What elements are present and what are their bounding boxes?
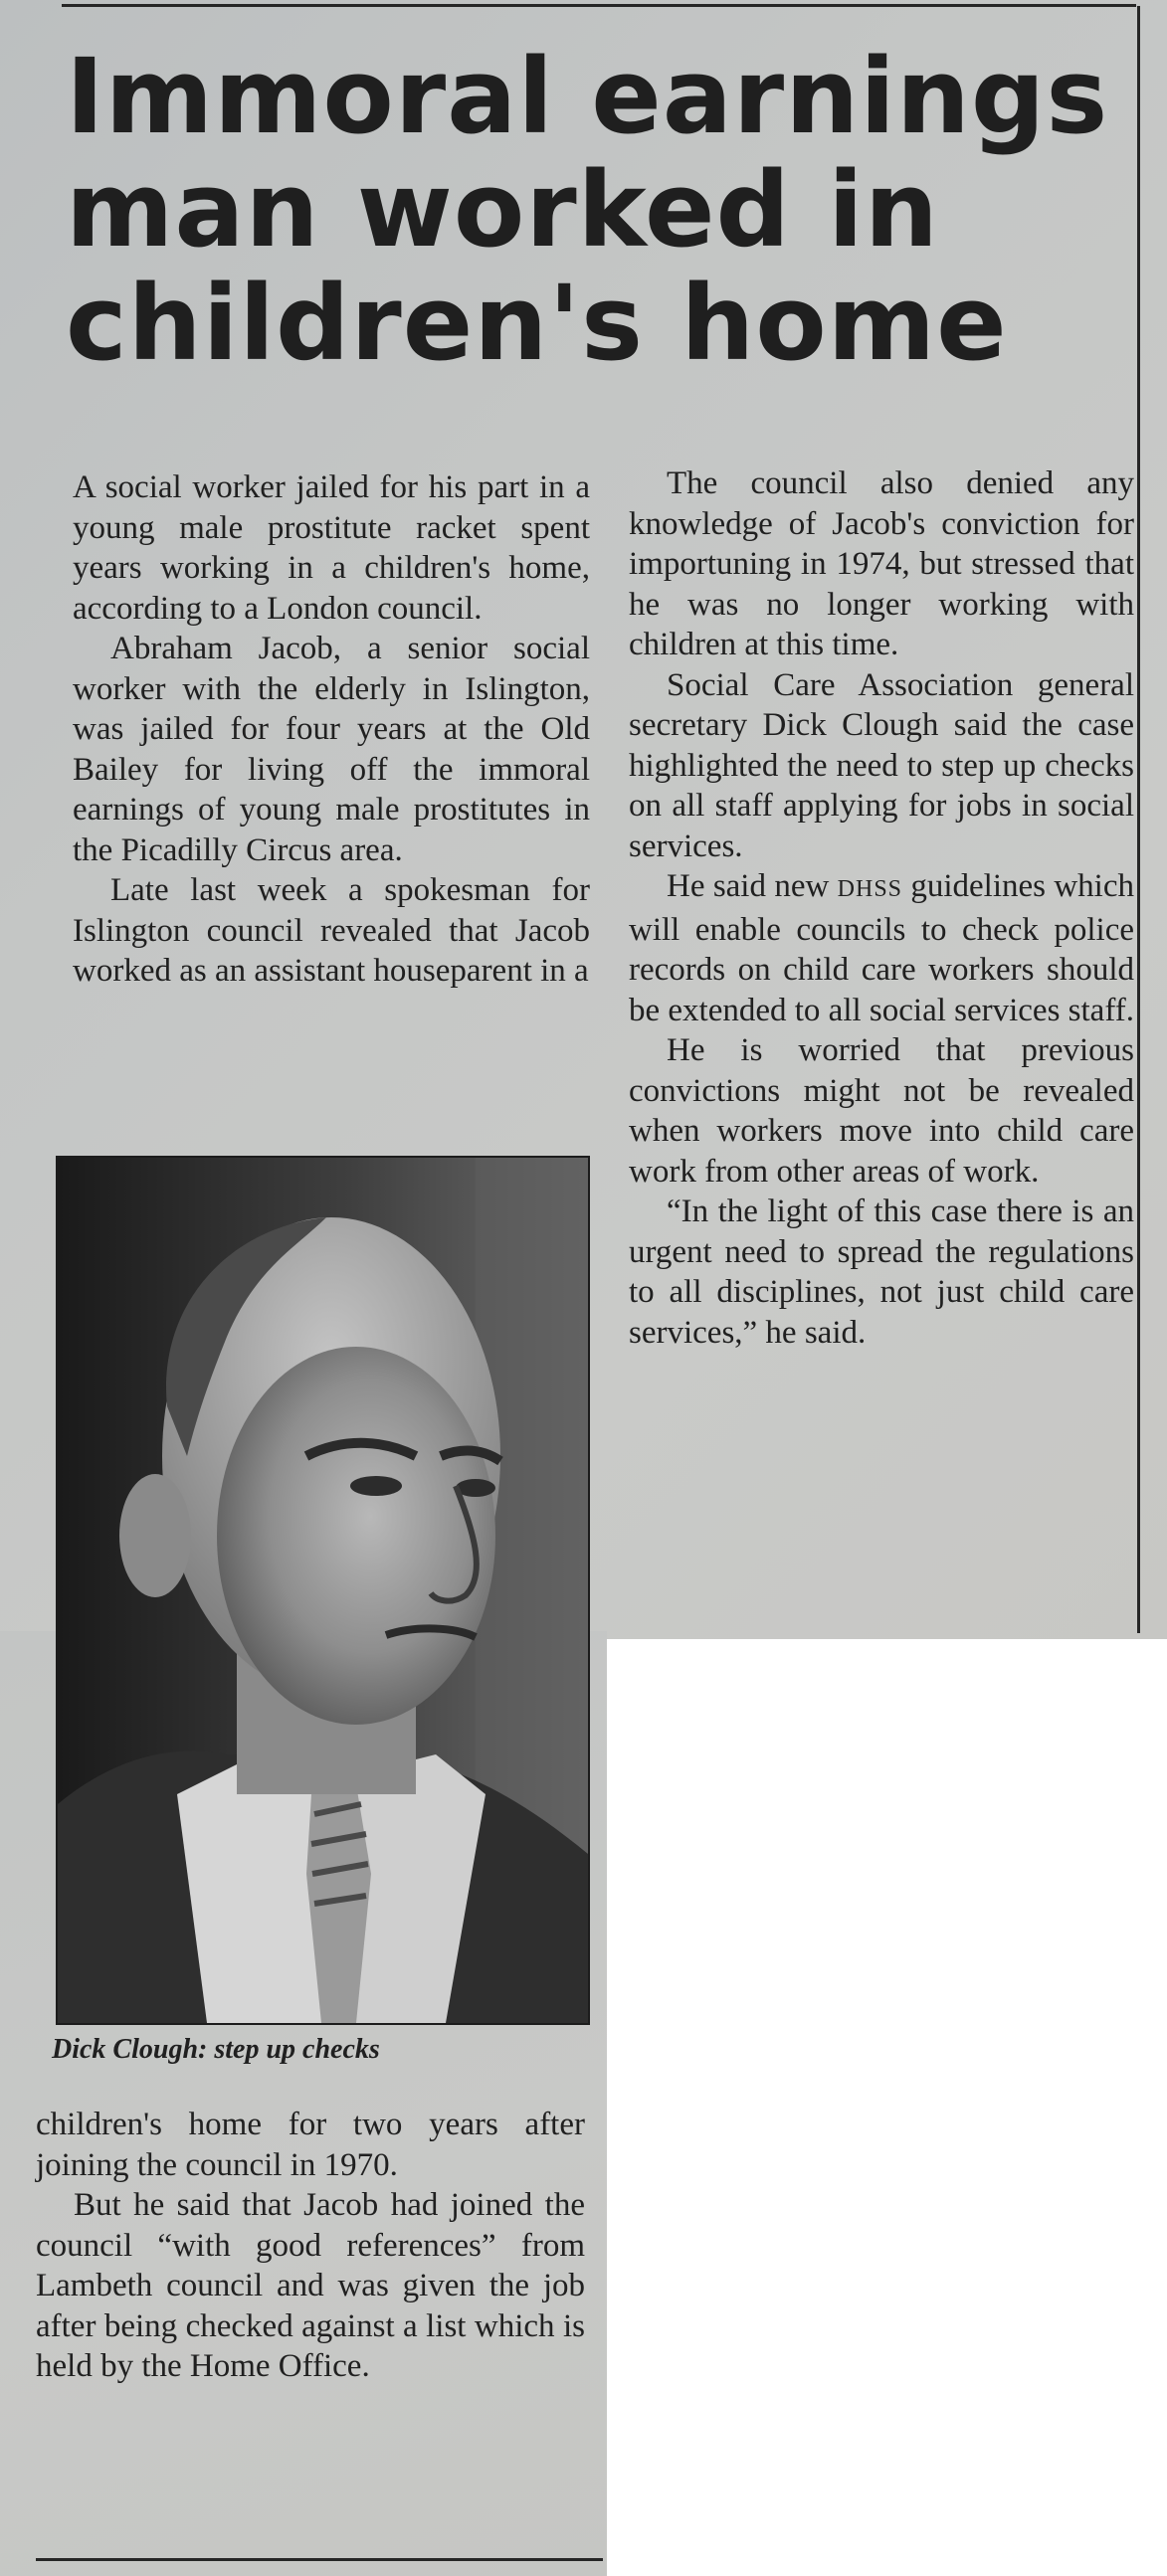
- left-column: [73, 467, 590, 992]
- dhss-abbreviation: DHSS: [837, 876, 903, 902]
- continued-column: [36, 2105, 585, 2387]
- paragraph-1: A social worker jailed for his part in a young male prostitute racket spent years working in a children's home, according to a London council.: [73, 469, 590, 627]
- paragraph-2: Abraham Jacob, a senior social worker with the elderly in Islington, was jailed for four years at the Old Bailey for living off the immoral earnings of young male prostitutes in the Picadilly Circus area.: [73, 631, 590, 868]
- paragraph-convictions: He is worried that previous convictions might not be revealed when workers move into child care work from other areas of work.: [629, 1032, 1134, 1190]
- right-column: [629, 463, 1134, 1353]
- photo-caption: Dick Clough: step up checks: [52, 2034, 380, 2065]
- paragraph-council-denial: The council also denied any knowledge of Jacob's conviction for importuning in 1974, but stressed that he was no longer working with children at this time.: [629, 465, 1134, 662]
- headline: Immoral earnings man worked in children's home: [66, 36, 1109, 384]
- top-rule: [62, 4, 1136, 7]
- paragraph-references: But he said that Jacob had joined the council “with good references” from Lambeth council and was given the job after being checked against a list which is held by the Home Office.: [36, 2187, 585, 2384]
- dhss-text-after: guidelines which will enable councils to check police records on child care workers should be extended to all social services staff.: [629, 868, 1134, 1028]
- bottom-rule: [36, 2558, 603, 2561]
- paragraph-3: Late last week a spokesman for Islington council revealed that Jacob worked as an assistant houseparent in a: [73, 872, 590, 989]
- portrait-photo: [56, 1156, 590, 2025]
- paragraph-dhss-guidelines: [629, 866, 1134, 1030]
- portrait-illustration: [58, 1158, 588, 2023]
- paragraph-clough-quote: Social Care Association general secretary Dick Clough said the case highlighted the need to step up checks on all staff applying for jobs in social services.: [629, 666, 1134, 864]
- paragraph-continued: children's home for two years after joining the council in 1970.: [36, 2107, 585, 2183]
- paragraph-urgent-need-quote: “In the light of this case there is an urgent need to spread the regulations to all disciplines, not just child care services,” he said.: [629, 1194, 1134, 1351]
- dhss-text-before: He said new: [667, 868, 838, 904]
